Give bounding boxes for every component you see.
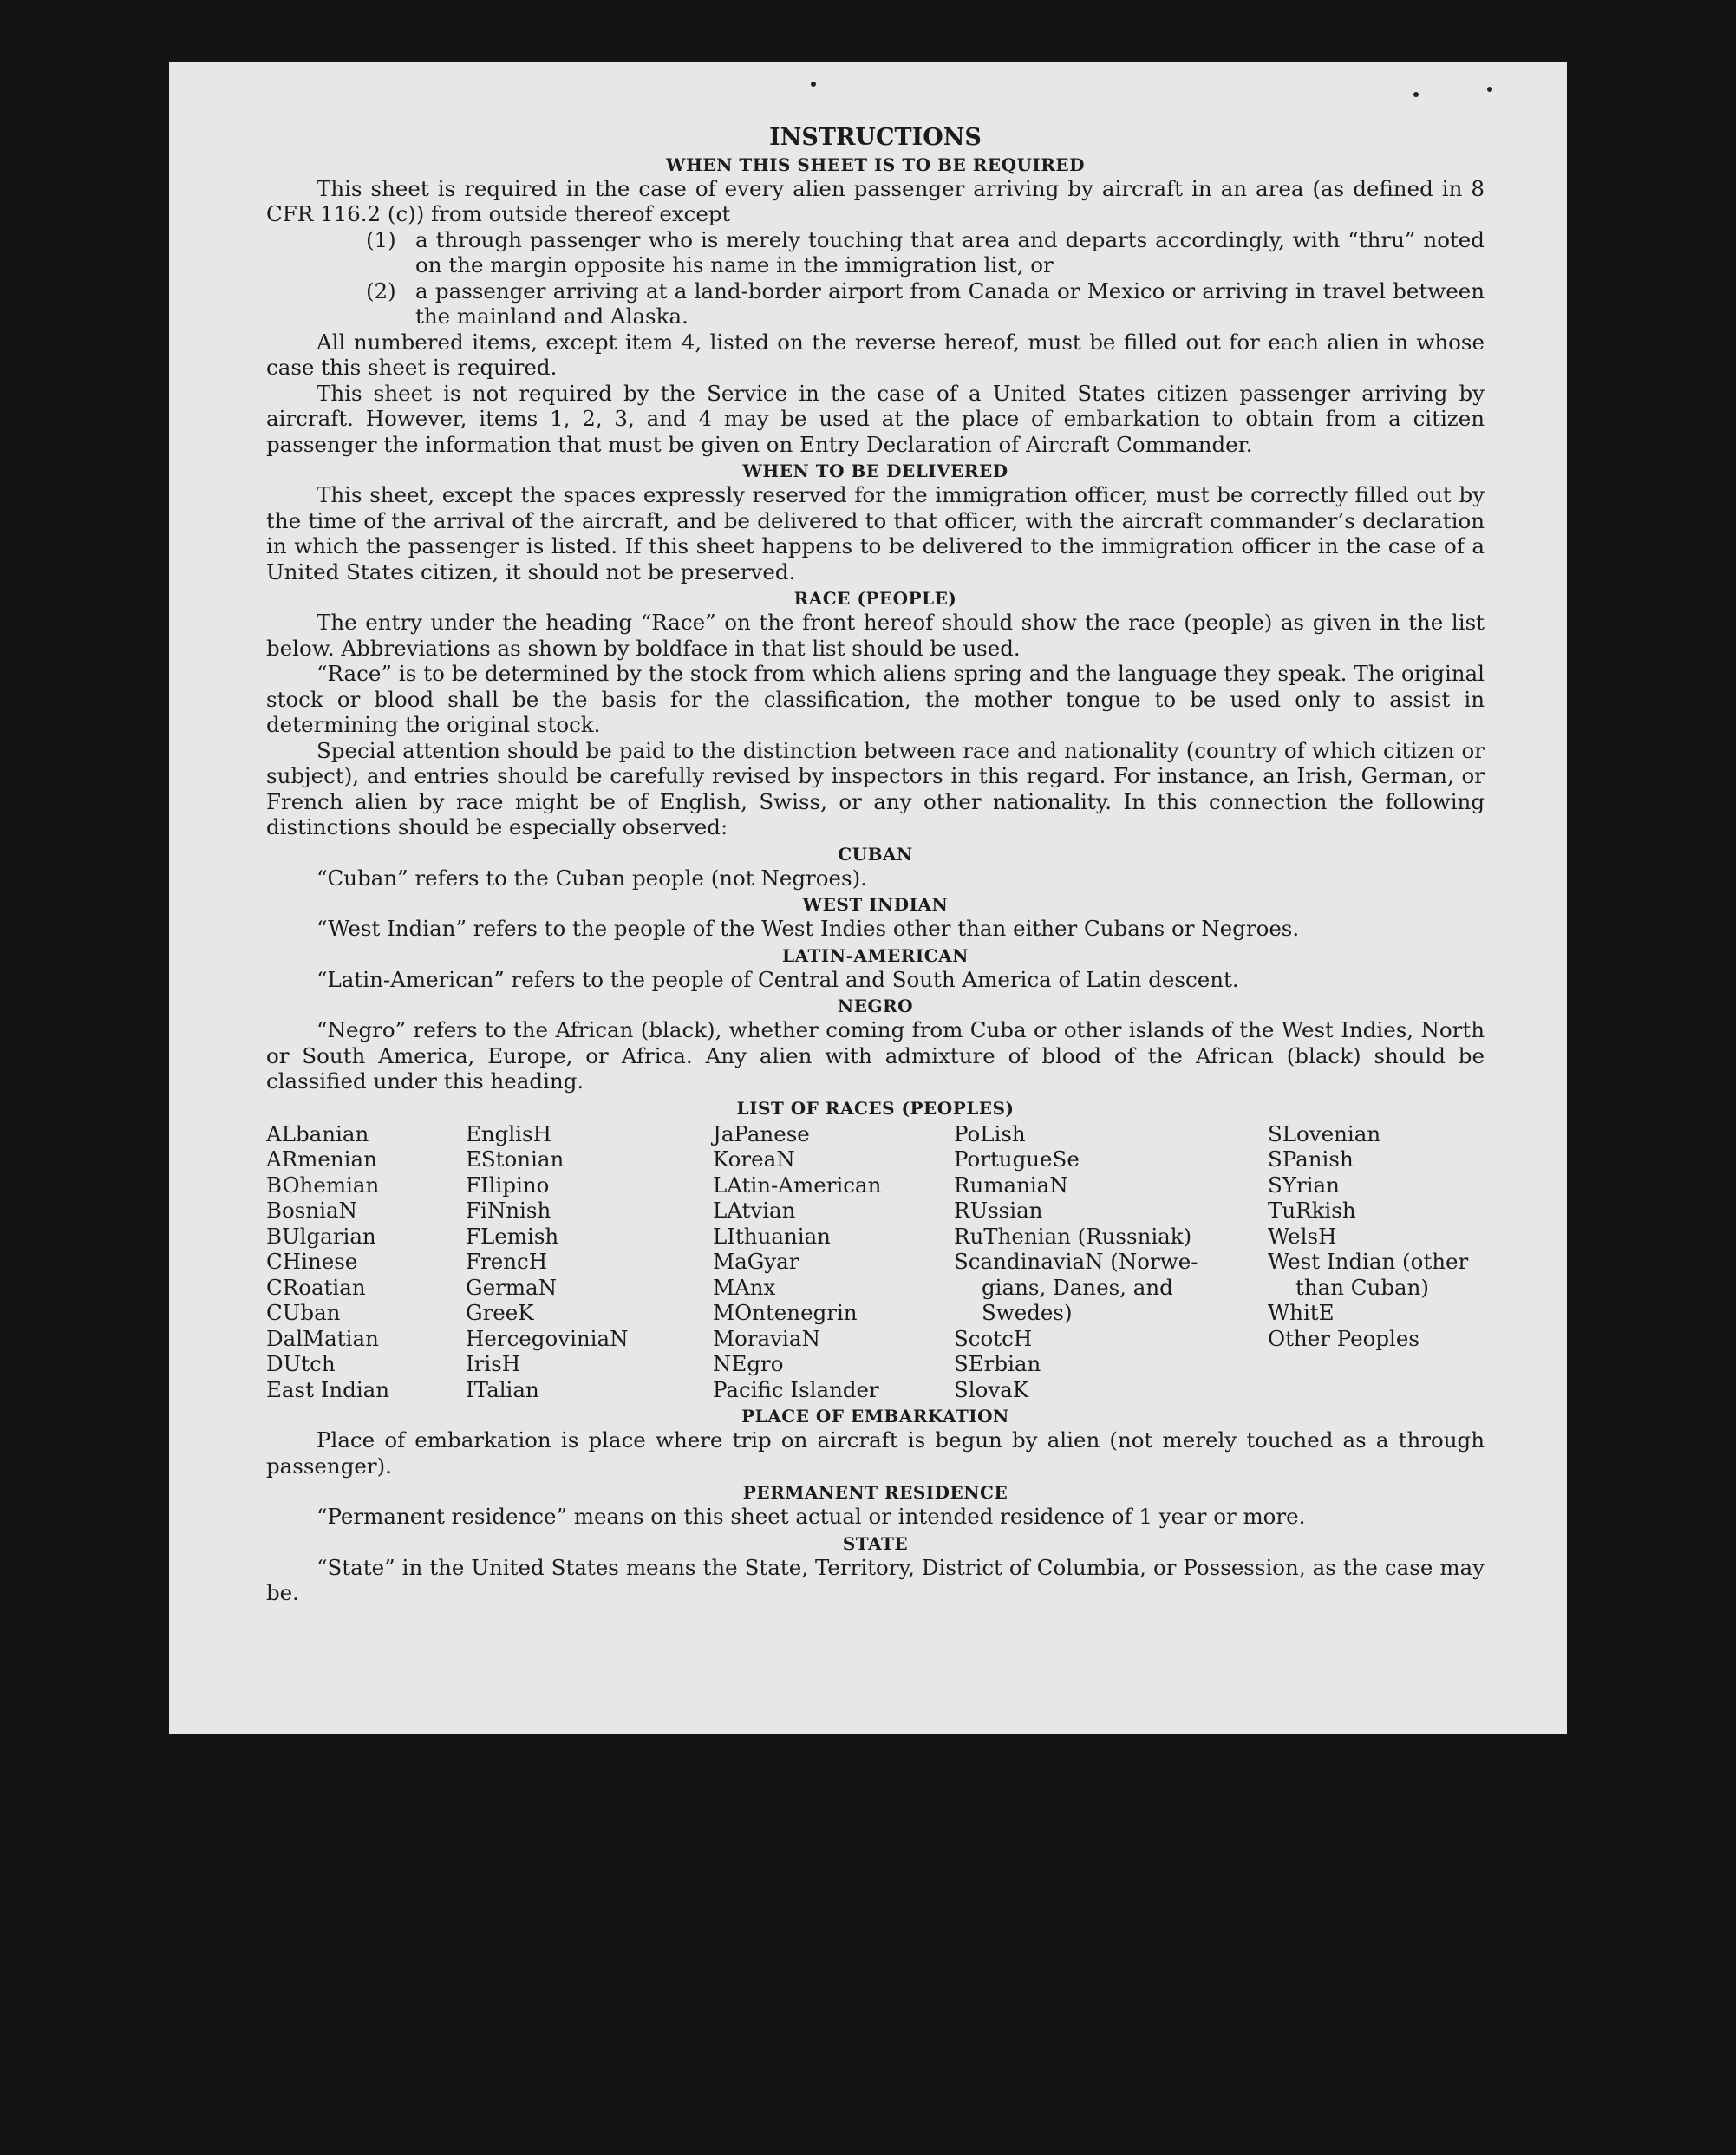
item-number: (1)	[366, 226, 396, 252]
race-entry: JaPanese	[713, 1120, 810, 1146]
doc-title: INSTRUCTIONS	[769, 124, 982, 151]
race-entry: RUssian	[954, 1198, 1043, 1223]
race-entry-continued: than Cuban)	[1295, 1274, 1429, 1300]
races-column-5	[1268, 1121, 1485, 1403]
heading-when-required: WHEN THIS SHEET IS TO BE REQUIRED	[666, 153, 1085, 175]
race-entry: KoreaN	[713, 1146, 795, 1172]
para-numbered-items: All numbered items, except item 4, listed on the reverse hereof, must be filled out for each alien in whose case this sheet is required.	[266, 329, 1485, 380]
race-entry: MAnx	[713, 1274, 776, 1300]
race-entry: WhitE	[1268, 1300, 1335, 1325]
race-entry: MOntenegrin	[713, 1300, 858, 1325]
race-entry: GreeK	[466, 1300, 534, 1325]
document-page	[169, 62, 1567, 1734]
race-entry: ScandinaviaN (Norwe-	[954, 1249, 1198, 1274]
para-race-1: The entry under the heading “Race” on the front hereof should show the race (people) as given in the list below. Abbreviations as shown by boldface in that list should be used.	[266, 610, 1485, 661]
race-entry: SlovaK	[954, 1376, 1029, 1402]
race-entry: BUlgarian	[266, 1223, 376, 1249]
para-race-2: “Race” is to be determined by the stock from which aliens spring and the language they speak. The original stock or blood shall be the basis for the classification, the mother tongue to be used only to assist in determining the original stock.	[266, 661, 1485, 737]
race-entry: NEgro	[713, 1351, 784, 1376]
definition-latin-american: “Latin-American” refers to the people of Central and South America of Latin descent.	[317, 966, 1239, 992]
heading-race: RACE (PEOPLE)	[793, 588, 957, 609]
race-entry: LIthuanian	[713, 1223, 831, 1249]
para-state: “State” in the United States means the State, Territory, District of Columbia, or Possession, as the case may be.	[266, 1554, 1485, 1605]
page-speck	[1413, 92, 1419, 97]
race-entry: BOhemian	[266, 1172, 380, 1198]
race-entry: ITalian	[466, 1376, 539, 1402]
race-entry: CUban	[266, 1300, 341, 1325]
race-entry: TuRkish	[1268, 1198, 1356, 1223]
race-entry: IrisH	[466, 1351, 521, 1376]
heading-west-indian: WEST INDIAN	[802, 894, 949, 915]
race-entry: LAtvian	[713, 1198, 796, 1223]
para-intro: This sheet is required in the case of every alien passenger arriving by aircraft in an area (as defined in 8 CFR 116.2 (c)) from outside thereof except	[266, 175, 1485, 226]
race-entry: East Indian	[266, 1376, 390, 1402]
list-item	[266, 278, 1485, 330]
para-residence: “Permanent residence” means on this sheet actual or intended residence of 1 year or more.	[317, 1504, 1306, 1529]
race-entry: Other Peoples	[1268, 1325, 1419, 1351]
race-entry-continued: Swedes)	[982, 1300, 1073, 1325]
race-entry: BosniaN	[266, 1198, 357, 1223]
definition-west-indian: “West Indian” refers to the people of the West Indies other than either Cubans or Negroes.	[317, 916, 1300, 941]
list-item	[266, 227, 1485, 278]
para-citizen: This sheet is not required by the Service in the case of a United States citizen passenger arriving by aircraft. However, items 1, 2, 3, and 4 may be used at the place of embarkation to obtain from a citizen passenger the information that must be given on Entry Declaration of Aircraft Commander.	[266, 380, 1485, 457]
heading-negro: NEGRO	[837, 996, 914, 1016]
races-column-4	[954, 1121, 1268, 1403]
heading-latin-american: LATIN-AMERICAN	[782, 944, 969, 966]
race-entry: EStonian	[466, 1146, 565, 1172]
race-entry: FrencH	[466, 1249, 548, 1274]
para-race-3: Special attention should be paid to the distinction between race and nationality (country of which citizen or subject), and entries should be carefully revised by inspectors in this regard. For instance, an Irish, German, or French alien by race might be of English, Swiss, or any other nationality. In this connection the following distinctions should be especially observed:	[266, 737, 1485, 839]
race-entry: FIlipino	[466, 1172, 550, 1198]
race-entry: SLovenian	[1268, 1120, 1381, 1146]
race-entry: CRoatian	[266, 1274, 366, 1300]
race-entry-continued: gians, Danes, and	[982, 1274, 1173, 1300]
races-column-3	[713, 1121, 954, 1403]
race-entry: ALbanian	[266, 1120, 369, 1146]
definition-negro: “Negro” refers to the African (black), whether coming from Cuba or other islands of the West Indies, North or South America, Europe, or Africa. Any alien with admixture of blood of the African (black) should be classified under this heading.	[266, 1017, 1485, 1094]
page-speck	[811, 82, 816, 87]
race-entry: PortugueSe	[954, 1146, 1080, 1172]
race-entry: MoraviaN	[713, 1325, 820, 1351]
para-delivered: This sheet, except the spaces expressly reserved for the immigration officer, must be correctly filled out by the time of the arrival of the aircraft, and be delivered to that officer, with the aircraft commander’s declaration in which the passenger is listed. If this sheet happens to be delivered to the immigration officer in the case of a United States citizen, it should not be preserved.	[266, 482, 1485, 584]
race-entry: PoLish	[954, 1120, 1026, 1146]
races-list	[266, 1121, 1485, 1403]
race-entry: ARmenian	[266, 1146, 377, 1172]
race-entry: DUtch	[266, 1351, 336, 1376]
race-entry: WelsH	[1268, 1223, 1337, 1249]
definition-cuban: “Cuban” refers to the Cuban people (not Negroes).	[317, 865, 867, 891]
page-speck	[1487, 87, 1492, 92]
race-entry: Pacific Islander	[713, 1376, 879, 1402]
race-entry: RuThenian (Russniak)	[954, 1223, 1192, 1249]
race-entry: SPanish	[1268, 1146, 1354, 1172]
races-column-2	[466, 1121, 713, 1403]
race-entry: MaGyar	[713, 1249, 799, 1274]
race-entry: GermaN	[466, 1274, 558, 1300]
para-embarkation: Place of embarkation is place where trip on aircraft is begun by alien (not merely touched as a through passenger).	[266, 1427, 1485, 1479]
race-entry: HercegoviniaN	[466, 1325, 629, 1351]
race-entry: EnglisH	[466, 1120, 551, 1146]
race-entry: West Indian (other	[1268, 1249, 1469, 1274]
race-entry: RumaniaN	[954, 1172, 1068, 1198]
item-text: a passenger arriving at a land-border airport from Canada or Mexico or arriving in travel between the mainland and Alaska.	[415, 278, 1485, 329]
heading-embarkation: PLACE OF EMBARKATION	[741, 1406, 1009, 1427]
race-entry: CHinese	[266, 1249, 358, 1274]
item-number: (2)	[366, 278, 396, 304]
race-entry: LAtin-American	[713, 1172, 882, 1198]
race-entry: DalMatian	[266, 1325, 379, 1351]
race-entry: SYrian	[1268, 1172, 1340, 1198]
race-entry: ScotcH	[954, 1325, 1033, 1351]
item-text: a through passenger who is merely touching that area and departs accordingly, with “thru” noted on the margin opposite his name in the immigration list, or	[415, 226, 1485, 278]
race-entry: FiNnish	[466, 1198, 551, 1223]
heading-cuban: CUBAN	[838, 843, 913, 865]
race-entry: FLemish	[466, 1223, 559, 1249]
race-entry: SErbian	[954, 1351, 1041, 1376]
heading-list-of-races: LIST OF RACES (PEOPLES)	[736, 1097, 1015, 1119]
races-column-1	[266, 1121, 466, 1403]
heading-state: STATE	[842, 1532, 909, 1554]
heading-when-delivered: WHEN TO BE DELIVERED	[742, 460, 1008, 481]
heading-residence: PERMANENT RESIDENCE	[742, 1482, 1008, 1503]
